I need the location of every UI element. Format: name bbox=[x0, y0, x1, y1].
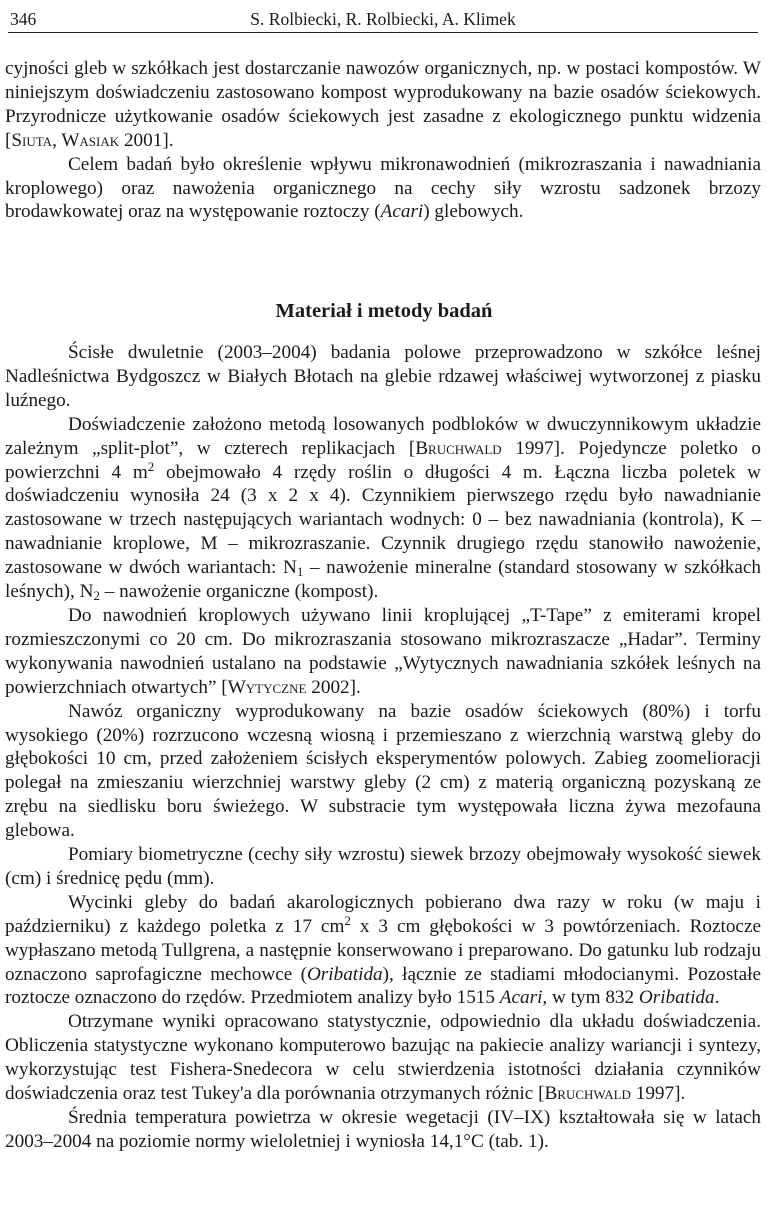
intro-text bbox=[5, 57, 761, 224]
page-number: 346 bbox=[10, 9, 37, 29]
paragraph: Ścisłe dwuletnie (2003–2004) badania polowe przeprowadzono w szkółce leśnej Nadleśnictwa Bydgoszcz w Białych Błotach na glebie rdzawej właściwej wytworzonej z piasku luźnego. bbox=[5, 342, 761, 411]
citation: Wytyczne bbox=[227, 676, 307, 698]
paragraph: Wycinki gleby do badań akarologicznych pobierano dwa razy w roku (w maju i październiku) z każdego poletka z 17 $cm^2$ x 3 cm głębokości w 3 powtórzeniach. Roztocze wypłaszano metodą Tullgrena, a następnie konserwowano i preparowano. Do gatunku lub rodzaju oznaczono saprofagiczne mechowce (Oribatida), łącznie ze stadiami młodocianymi. Pozostałe roztocze oznaczono do rzędów. Przedmiotem analizy było 1515 Acari, w tym 832 Oribatida. bbox=[5, 891, 761, 1009]
paragraph: Do nawodnień kroplowych używano linii kroplującej „T-Tape” z emiterami kropel rozmieszczonymi co 20 cm. Do mikrozraszania stosowano mikrozraszacze „Hadar”. Terminy wykonywania nawodnień ustalano na podstawie „Wytycznych nawadniania szkółek leśnych na powierzchniach otwartych” [Wytyczne 2002]. bbox=[5, 604, 761, 698]
running-header-authors: S. Rolbiecki, R. Rolbiecki, A. Klimek bbox=[250, 9, 516, 29]
citation: Bruchwald bbox=[544, 1083, 631, 1105]
paragraph: Celem badań było określenie wpływu mikronawodnień (mikrozraszania i nawadniania kroplowego) oraz nawożenia organicznego na cechy siły wzrostu sadzonek brzozy brodawkowatej oraz na występowanie roztoczy (Acari) glebowych. bbox=[5, 153, 761, 223]
citation: Bruchwald bbox=[415, 437, 502, 459]
paragraph: Pomiary biometryczne (cechy siły wzrostu) siewek brzozy obejmowały wysokość siewek (cm) i średnicę pędu (mm). bbox=[5, 844, 761, 889]
paragraph: Otrzymane wyniki opracowano statystycznie, odpowiednio dla układu doświadczenia. Obliczenia statystyczne wykonano komputerowo bazując na pakiecie analizy wariancji i syntezy, wykorzystując test Fishera-Snedecora w celu stwierdzenia istotności działania czynników doświadczenia oraz test Tukey'a dla porównania otrzymanych różnic [Bruchwald 1997]. bbox=[5, 1011, 761, 1105]
paragraph: Doświadczenie założono metodą losowanych podbloków w dwuczynnikowym układzie zależnym „split-plot”, w czterech replikacjach [Bruchwald 1997]. Pojedyncze poletko o powierzchni 4 $m^2$ obejmowało 4 rzędy roślin o długości 4 m. Łączna liczba poletek w doświadczeniu wynosiła 24 (3 x 2 x 4). Czynnikiem pierwszego rzędu było nawadnianie zastosowane w trzech następujących wariantach wodnych: 0 – bez nawadniania (kontrola), K – nawadnianie kroplowe, M – mikrozraszanie. Czynnik drugiego rzędu stanowiło nawożenie, zastosowane w dwóch wariantach: $N_1$ – nawożenie mineralne (standard stosowany w szkółkach leśnych), $N_2$ – nawożenie organiczne (kompost). bbox=[5, 413, 762, 604]
paragraph: Nawóz organiczny wyprodukowany na bazie osadów ściekowych (80%) i torfu wysokiego (20%) rozrzucono wczesną wiosną i przemieszano z wierzchnią warstwą gleby do głębokości 10 cm, przed założeniem ścisłych eksperymentów polowych. Zabieg zoomelioracji polegał na zmieszaniu wierzchniej warstwy gleby (2 cm) z materią organiczną pozyskaną ze zrębu na siedlisku boru świeżego. W substracie tym występowała liczna żywa mezofauna glebowa. bbox=[5, 700, 761, 842]
section-heading: Materiał i metody badań bbox=[275, 300, 493, 322]
paragraph: Średnia temperatura powietrza w okresie wegetacji (IV–IX) kształtowała się w latach 2003–2004 na poziomie normy wieloletniej i wyniosła 14,1°C (tab. 1). bbox=[5, 1107, 761, 1152]
latin-term: Oribatida bbox=[306, 963, 383, 985]
methods-text bbox=[5, 341, 761, 1154]
running-header bbox=[8, 6, 758, 33]
citation: Siuta, Wasiak bbox=[11, 129, 120, 151]
latin-term: Oribatida bbox=[638, 987, 715, 1009]
latin-term: Acari bbox=[380, 201, 424, 223]
paragraph: cyjności gleb w szkółkach jest dostarczanie nawozów organicznych, np. w postaci kompostów. W niniejszym doświadczeniu zastosowano kompost wyprodukowany na bazie osadów ściekowych. Przyrodnicze użytkowanie osadów ściekowych jest zasadne z ekologicznego punktu widzenia [Siuta, Wasiak 2001]. bbox=[5, 58, 761, 151]
latin-term: Acari bbox=[499, 987, 543, 1009]
